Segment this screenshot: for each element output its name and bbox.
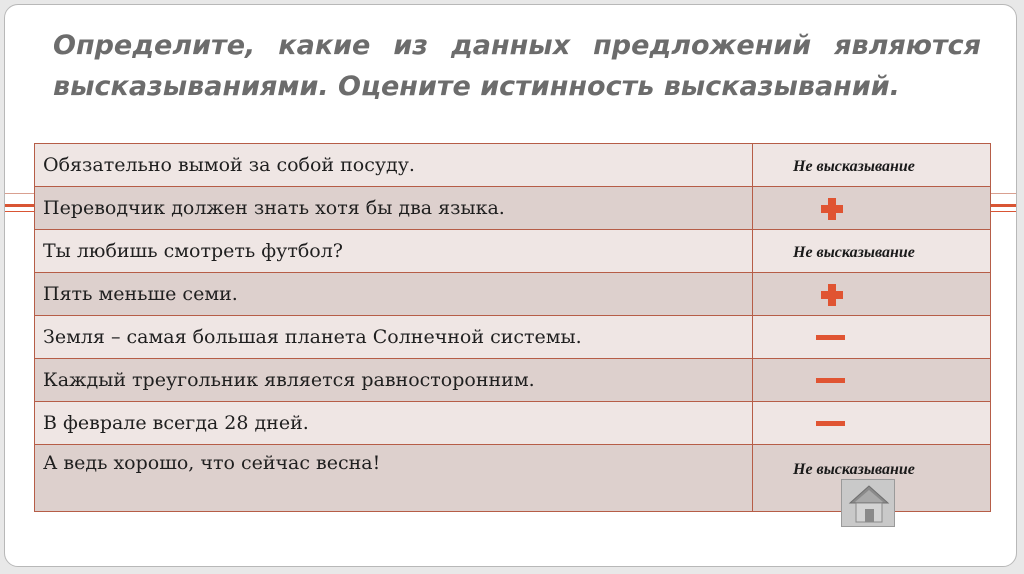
- slide: [4, 4, 1017, 567]
- statement-text: Переводчик должен знать хотя бы два языка.: [35, 187, 753, 230]
- statement-text: Каждый треугольник является равносторонним.: [35, 359, 753, 402]
- table-row: [35, 402, 991, 445]
- verdict-cell: [753, 144, 991, 187]
- verdict-label: Не высказывание: [793, 461, 915, 478]
- minus-icon: [816, 335, 845, 340]
- verdict-cell: [753, 359, 991, 402]
- verdict-label: Не высказывание: [793, 158, 915, 175]
- home-button[interactable]: [841, 479, 895, 527]
- home-icon: [846, 483, 892, 525]
- statement-text: А ведь хорошо, что сейчас весна!: [35, 445, 753, 512]
- statements-table: [34, 143, 991, 512]
- verdict-cell: [753, 316, 991, 359]
- table-row: [35, 316, 991, 359]
- statement-text: Земля – самая большая планета Солнечной системы.: [35, 316, 753, 359]
- left-decor-line: [5, 193, 35, 194]
- statement-text: Ты любишь смотреть футбол?: [35, 230, 753, 273]
- minus-icon: [816, 421, 845, 426]
- table-row: [35, 273, 991, 316]
- table-row: [35, 187, 991, 230]
- table-row: [35, 359, 991, 402]
- statement-text: Обязательно вымой за собой посуду.: [35, 144, 753, 187]
- verdict-label: Не высказывание: [793, 244, 915, 261]
- plus-icon: [821, 284, 843, 306]
- verdict-cell: [753, 187, 991, 230]
- minus-icon: [816, 378, 845, 383]
- verdict-cell: [753, 273, 991, 316]
- plus-icon: [821, 198, 843, 220]
- statement-text: Пять меньше семи.: [35, 273, 753, 316]
- left-decor-bar: [5, 204, 35, 212]
- verdict-cell: [753, 402, 991, 445]
- slide-title: Определите, какие из данных предложений являются высказываниями. Оцените истинность высказываний.: [53, 30, 981, 102]
- statement-text: В феврале всегда 28 дней.: [35, 402, 753, 445]
- table-row: [35, 144, 991, 187]
- table-row: [35, 230, 991, 273]
- verdict-cell: [753, 230, 991, 273]
